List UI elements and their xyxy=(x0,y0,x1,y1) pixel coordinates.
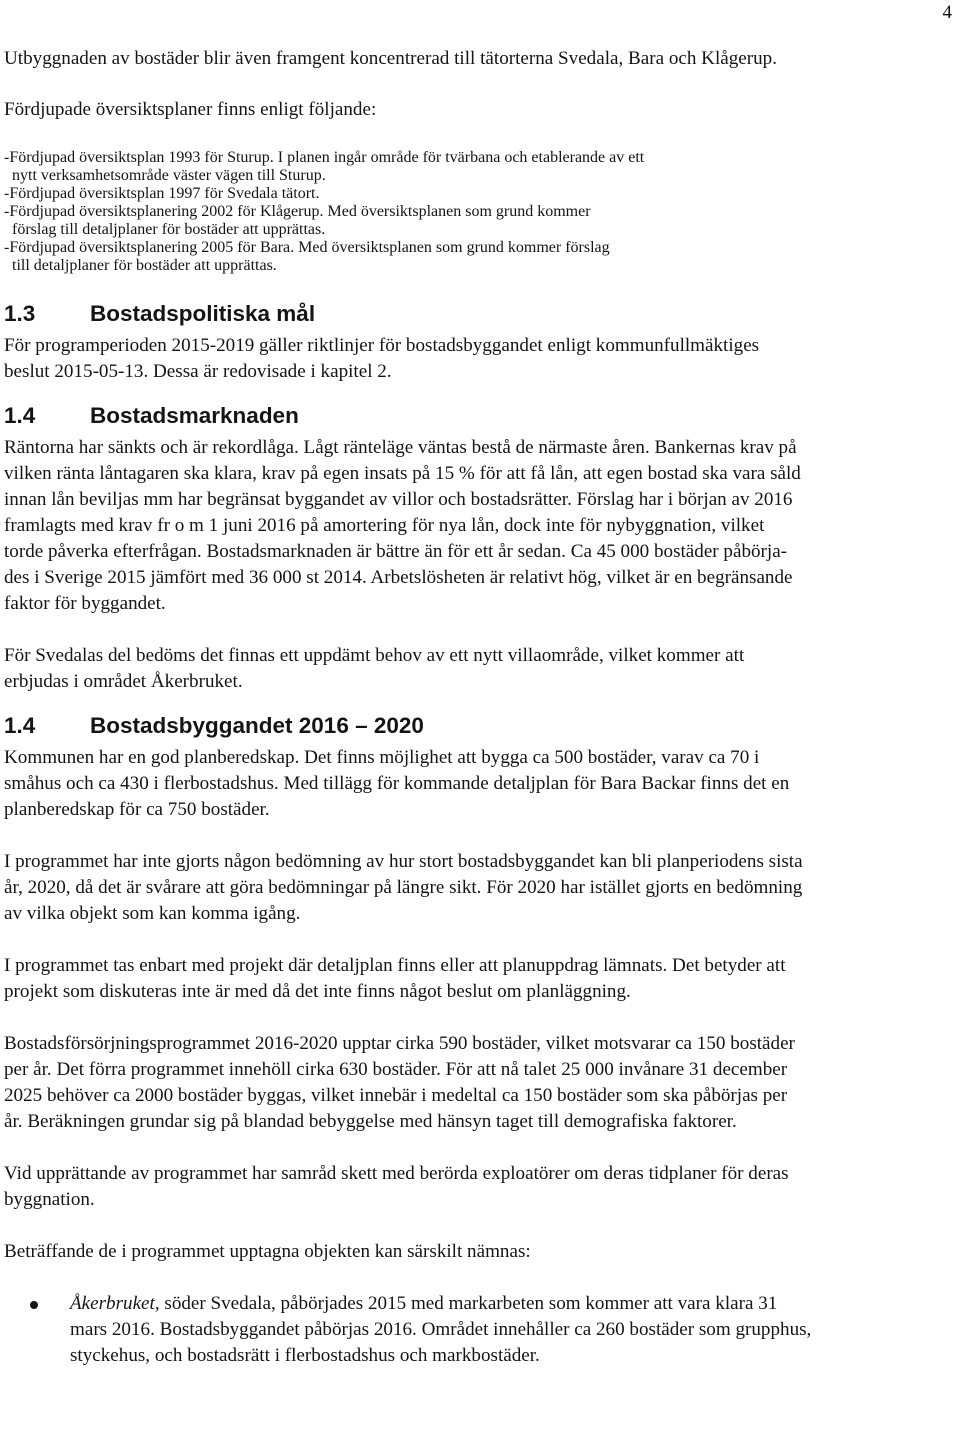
bullet-line: mars 2016. Bostadsbyggandet påbörjas 2016. Området innehåller ca 260 bostäder som grupphus, xyxy=(70,1319,812,1340)
text-line: byggnation. xyxy=(4,1189,95,1210)
section-number: 1.4 xyxy=(4,713,36,738)
text-line: Kommunen har en god planberedskap. Det finns möjlighet att bygga ca 500 bostäder, varav ca 70 i xyxy=(4,747,760,768)
text-line: faktor för byggandet. xyxy=(4,593,166,614)
section-heading-bostadspolitiska-mal xyxy=(4,299,956,329)
text-line: vilken ränta låntagaren ska klara, krav på egen insats på 15 % för att få lån, att egen bostad ska vara såld xyxy=(4,463,801,484)
section-heading-bostadsbyggandet xyxy=(4,711,956,741)
text-line: innan lån beviljas mm har begränsat byggandet av villor och bostadsrätter. Förslag har i början av 2016 xyxy=(4,489,793,510)
bullet-icon xyxy=(30,1301,38,1309)
text-line: des i Sverige 2015 jämfört med 36 000 st 2014. Arbetslösheten är relativt hög, vilket är en begränsande xyxy=(4,567,793,588)
text-line: Beträffande de i programmet upptagna objekten kan särskilt nämnas: xyxy=(4,1241,531,1262)
text-line: planberedskap för ca 750 bostäder. xyxy=(4,799,270,820)
section-number: 1.3 xyxy=(4,301,36,326)
text-line: av vilka objekt som kan komma igång. xyxy=(4,903,301,924)
text-line: För Svedalas del bedöms det finnas ett uppdämt behov av ett nytt villaområde, vilket kommer att xyxy=(4,645,745,666)
paragraph-planberedskap xyxy=(4,745,956,823)
text-line: framlagts med krav fr o m 1 juni 2016 på amortering för nya lån, dock inte för nybyggnation, vilket xyxy=(4,515,765,536)
plan-line-continued: förslag till detaljplaner för bostäder att upprättas. xyxy=(12,221,326,238)
plan-line: -Fördjupad översiktsplanering 2005 för Bara. Med översiktsplanen som grund kommer förslag xyxy=(4,239,610,256)
intro-paragraph: Utbyggnaden av bostäder blir även framgent koncentrerad till tätorterna Svedala, Bara och Klågerup. xyxy=(4,48,777,69)
paragraph-program xyxy=(4,1031,956,1135)
text-line: I programmet tas enbart med projekt där detaljplan finns eller att planuppdrag lämnats. Det betyder att xyxy=(4,955,786,976)
text-line: 2025 behöver ca 2000 bostäder byggas, vilket innebär i medeltal ca 150 bostäder som ska påbörjas per xyxy=(4,1085,788,1106)
text-line: per år. Det förra programmet innehöll cirka 630 bostäder. För att nå talet 25 000 invånare 31 december xyxy=(4,1059,788,1080)
section-heading-bostadsmarknaden xyxy=(4,401,956,431)
plan-item xyxy=(4,149,956,185)
plan-item xyxy=(4,203,956,239)
bullet-list xyxy=(4,1291,956,1369)
paragraph-bedomning xyxy=(4,849,956,927)
section-number: 1.4 xyxy=(4,403,36,428)
text-line: torde påverka efterfrågan. Bostadsmarknaden är bättre än för ett år sedan. Ca 45 000 bostäder påbörja- xyxy=(4,541,788,562)
bullet-text: söder Svedala, påbörjades 2015 med markarbeten som kommer att vara klara 31 xyxy=(159,1293,778,1314)
paragraph-svedala-behov xyxy=(4,643,956,695)
section-text-line: För programperioden 2015-2019 gäller riktlinjer för bostadsbyggandet enligt kommunfullmäktiges xyxy=(4,335,760,356)
plan-line-continued: till detaljplaner för bostäder att upprättas. xyxy=(12,257,277,274)
plans-intro: Fördjupade översiktsplaner finns enligt följande: xyxy=(4,99,377,120)
plan-line-continued: nytt verksamhetsområde väster vägen till Sturup. xyxy=(12,167,326,184)
paragraph-bostadsmarknaden xyxy=(4,435,956,617)
section-title: Bostadspolitiska mål xyxy=(90,301,316,326)
text-line: år. Beräkningen grundar sig på blandad bebyggelse med hänsyn taget till demografiska faktorer. xyxy=(4,1111,737,1132)
text-line: Bostadsförsörjningsprogrammet 2016-2020 upptar cirka 590 bostäder, vilket motsvarar ca 150 bostäder xyxy=(4,1033,795,1054)
paragraph-objekt xyxy=(4,1239,956,1265)
section-title: Bostadsbyggandet 2016 – 2020 xyxy=(90,713,424,738)
plan-line: -Fördjupad översiktsplan 1997 för Svedala tätort. xyxy=(4,185,320,202)
text-line: Räntorna har sänkts och är rekordlåga. Lågt ränteläge väntas bestå de närmaste åren. Bankernas krav på xyxy=(4,437,797,458)
text-line: år, 2020, då det är svårare att göra bedömningar på längre sikt. För 2020 har istället gjorts en bedömning xyxy=(4,877,803,898)
text-line: erbjudas i området Åkerbruket. xyxy=(4,671,243,692)
text-line: I programmet har inte gjorts någon bedömning av hur stort bostadsbyggandet kan bli planperiodens sista xyxy=(4,851,803,872)
plan-item xyxy=(4,239,956,275)
bullet-line: styckehus, och bostadsrätt i flerbostadshus och markbostäder. xyxy=(70,1345,540,1366)
bullet-line xyxy=(70,1291,956,1317)
text-line: Vid upprättande av programmet har samråd skett med berörda exploatörer om deras tidplaner för deras xyxy=(4,1163,789,1184)
section-title: Bostadsmarknaden xyxy=(90,403,299,428)
page-number: 4 xyxy=(942,2,952,23)
bullet-item-akerbruket xyxy=(4,1291,956,1369)
text-line: småhus och ca 430 i flerbostadshus. Med tillägg för kommande detaljplan för Bara Backar finns det en xyxy=(4,773,790,794)
plan-list xyxy=(4,149,956,275)
plan-line: -Fördjupad översiktsplanering 2002 för Klågerup. Med översiktsplanen som grund kommer xyxy=(4,203,591,220)
bullet-italic-term: Åkerbruket, xyxy=(70,1293,160,1314)
paragraph-projekt xyxy=(4,953,956,1005)
page-content xyxy=(4,46,956,1369)
plan-line: -Fördjupad översiktsplan 1993 för Sturup. I planen ingår område för tvärbana och etablerande av ett xyxy=(4,149,645,166)
plan-item xyxy=(4,185,956,203)
paragraph-samrad xyxy=(4,1161,956,1213)
text-line: projekt som diskuteras inte är med då det inte finns något beslut om planläggning. xyxy=(4,981,631,1002)
section-text-line: beslut 2015-05-13. Dessa är redovisade i kapitel 2. xyxy=(4,361,392,382)
